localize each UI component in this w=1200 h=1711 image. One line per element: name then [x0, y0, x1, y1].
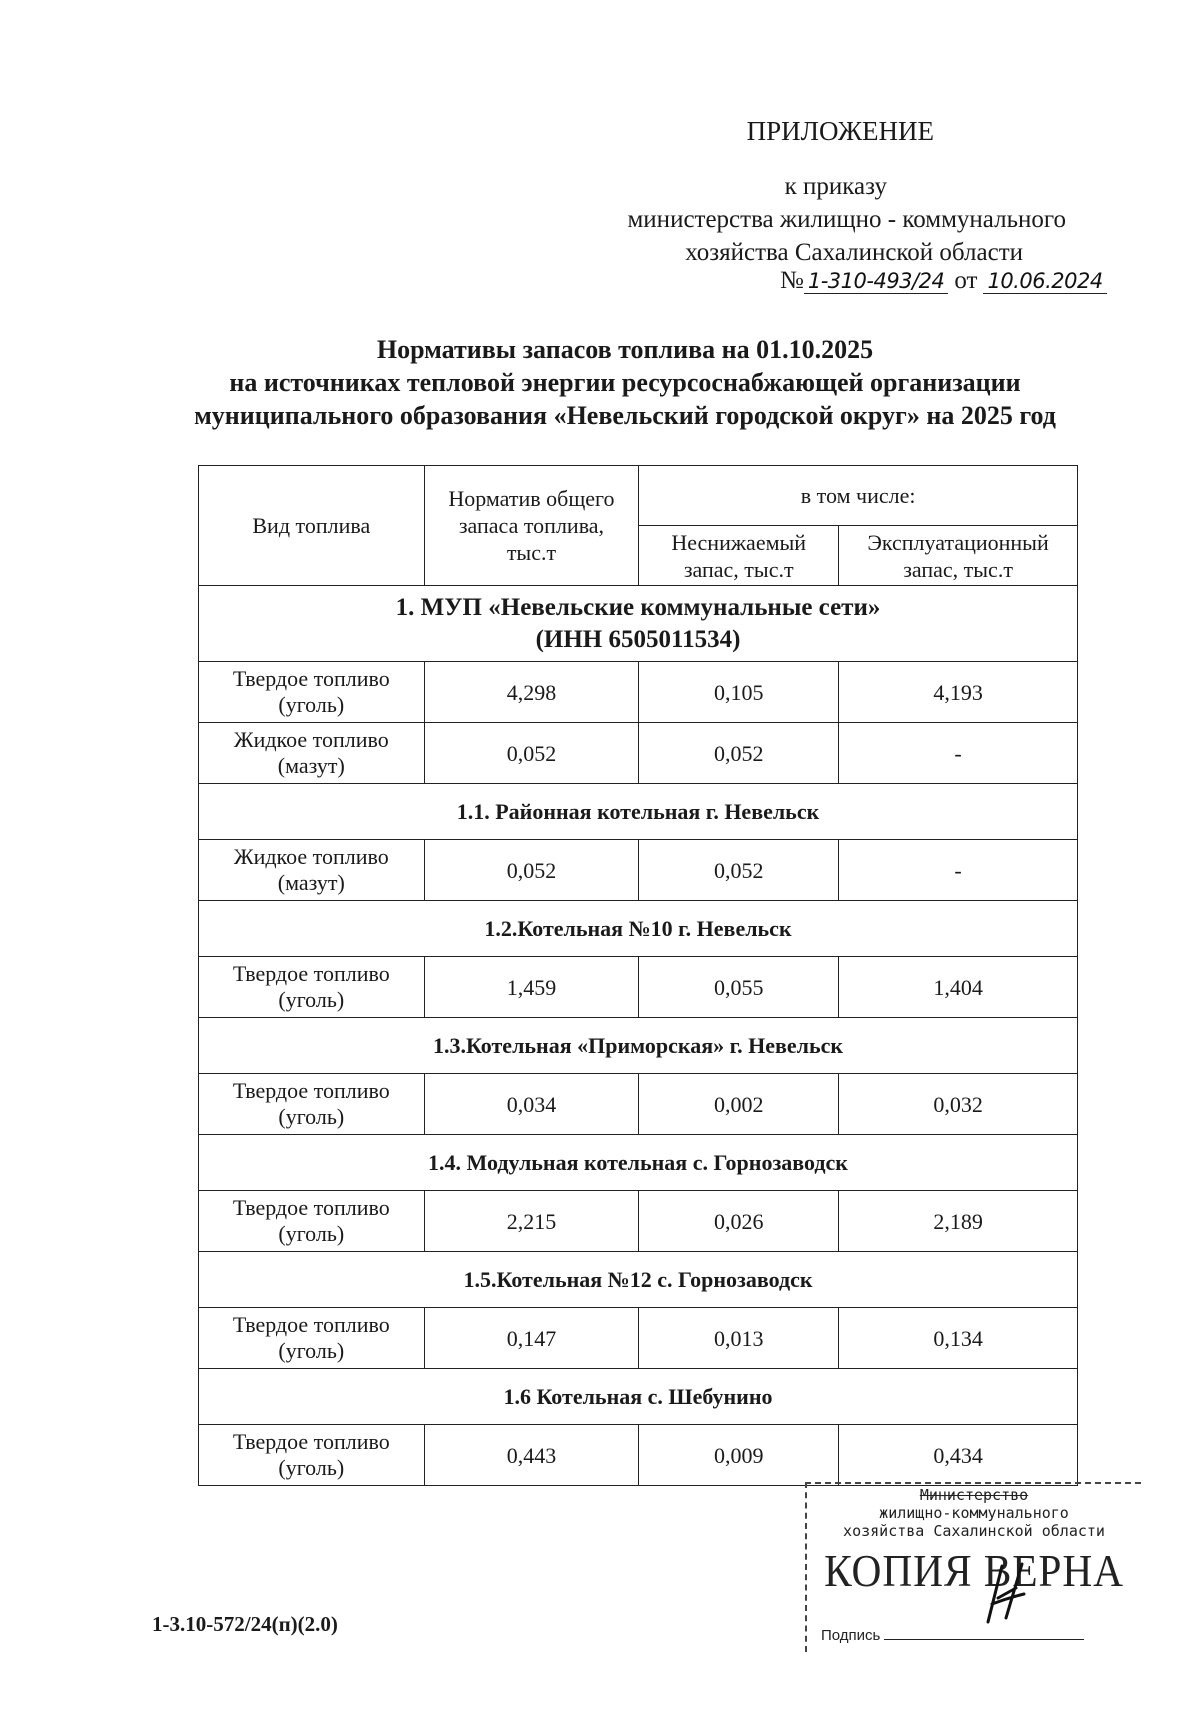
fuel-norms-table	[198, 465, 1078, 1486]
header-nonreducible	[639, 526, 839, 586]
number-sign: №	[780, 267, 804, 294]
fuel-kind: (мазут)	[277, 870, 345, 895]
nonreducible-cell: 0,026	[639, 1191, 839, 1252]
total-cell: 0,052	[424, 723, 639, 784]
total-cell: 0,147	[424, 1308, 639, 1369]
stamp-region: хозяйства Сахалинской области	[843, 1522, 1105, 1540]
appendix-heading: ПРИЛОЖЕНИЕ	[746, 116, 934, 146]
nonreducible-cell: 0,013	[639, 1308, 839, 1369]
fuel-name: Твердое топливо	[232, 1429, 390, 1454]
operational-cell: -	[839, 840, 1078, 901]
fuel-type-cell	[199, 1191, 425, 1252]
fuel-name: Твердое топливо	[232, 1078, 390, 1103]
operational-cell: 0,434	[839, 1425, 1078, 1486]
section-title: 1.6 Котельная с. Шебунино	[199, 1369, 1078, 1425]
operational-cell: 0,032	[839, 1074, 1078, 1135]
fuel-kind: (мазут)	[277, 753, 345, 778]
fuel-type-cell	[199, 723, 425, 784]
title-line: на источниках тепловой энергии ресурсоснабжающей организации	[229, 368, 1021, 397]
header-text: Норматив общего	[448, 486, 615, 511]
operational-cell: 0,134	[839, 1308, 1078, 1369]
fuel-name: Жидкое топливо	[233, 727, 389, 752]
organization-inn: (ИНН 6505011534)	[535, 625, 741, 653]
fuel-name: Твердое топливо	[232, 666, 390, 691]
operational-cell: 2,189	[839, 1191, 1078, 1252]
total-cell: 0,052	[424, 840, 639, 901]
operational-cell: 4,193	[839, 662, 1078, 723]
operational-cell: -	[839, 723, 1078, 784]
header-text: тыс.т	[506, 540, 557, 565]
nonreducible-cell: 0,009	[639, 1425, 839, 1486]
to-order-line: к приказу	[784, 173, 887, 200]
nonreducible-cell: 0,052	[639, 840, 839, 901]
header-including: в том числе:	[639, 466, 1078, 526]
fuel-kind: (уголь)	[278, 1221, 345, 1246]
stamp-copy-text: КОПИЯ ВЕРНА	[824, 1545, 1124, 1596]
section-row	[199, 901, 1078, 957]
organization-row	[199, 586, 1078, 662]
signature-line	[884, 1639, 1084, 1640]
section-title: 1.1. Районная котельная г. Невельск	[199, 784, 1078, 840]
fuel-kind: (уголь)	[278, 692, 345, 717]
fuel-type-cell	[199, 1074, 425, 1135]
fuel-kind: (уголь)	[278, 1455, 345, 1480]
from-label: от	[954, 267, 978, 294]
nonreducible-cell: 0,002	[639, 1074, 839, 1135]
total-cell: 0,443	[424, 1425, 639, 1486]
order-date: 10.06.2024	[983, 269, 1106, 294]
certified-copy-stamp	[805, 1482, 1141, 1652]
fuel-kind: (уголь)	[278, 1338, 345, 1363]
fuel-type-cell	[199, 662, 425, 723]
fuel-name: Твердое топливо	[232, 1312, 390, 1337]
stamp-department: жилищно-коммунального	[879, 1504, 1069, 1522]
order-number: 1-310-493/24	[804, 269, 948, 294]
nonreducible-cell: 0,052	[639, 723, 839, 784]
table-row	[199, 723, 1078, 784]
table-row	[199, 840, 1078, 901]
table-row	[199, 1425, 1078, 1486]
header-text: запас, тыс.т	[903, 556, 1013, 582]
nonreducible-cell: 0,055	[639, 957, 839, 1018]
order-reference	[580, 170, 1080, 269]
fuel-type-cell	[199, 1425, 425, 1486]
organization-name	[199, 586, 1078, 662]
table-header-row	[199, 466, 1078, 526]
fuel-kind: (уголь)	[278, 1104, 345, 1129]
document-code: 1-3.10-572/24(п)(2.0)	[152, 1612, 338, 1636]
stamp-ministry: Министерство	[919, 1486, 1029, 1504]
total-cell: 1,459	[424, 957, 639, 1018]
section-row	[199, 1135, 1078, 1191]
section-title: 1.3.Котельная «Приморская» г. Невельск	[199, 1018, 1078, 1074]
total-cell: 4,298	[424, 662, 639, 723]
fuel-kind: (уголь)	[278, 987, 345, 1012]
title-line: муниципального образования «Невельский городской округ» на 2025 год	[194, 401, 1056, 430]
section-title: 1.4. Модульная котельная с. Горнозаводск	[199, 1135, 1078, 1191]
header-total-reserve	[424, 466, 639, 586]
title-line: Нормативы запасов топлива на 01.10.2025	[376, 335, 874, 364]
header-text: запаса топлива,	[458, 513, 605, 538]
nonreducible-cell: 0,105	[639, 662, 839, 723]
fuel-type-cell	[199, 1308, 425, 1369]
section-title: 1.5.Котельная №12 с. Горнозаводск	[199, 1252, 1078, 1308]
header-fuel-type: Вид топлива	[199, 466, 425, 586]
table-row	[199, 1308, 1078, 1369]
fuel-name: Твердое топливо	[232, 961, 390, 986]
header-text: Эксплуатационный	[867, 529, 1049, 555]
region-line: хозяйства Сахалинской области	[685, 239, 1023, 266]
table-row	[199, 957, 1078, 1018]
table-row	[199, 1191, 1078, 1252]
order-number-line	[780, 267, 1107, 295]
total-cell: 2,215	[424, 1191, 639, 1252]
section-title: 1.2.Котельная №10 г. Невельск	[199, 901, 1078, 957]
table-row	[199, 1074, 1078, 1135]
section-row	[199, 1018, 1078, 1074]
document-title	[150, 333, 1100, 432]
ministry-line: министерства жилищно - коммунального	[627, 206, 1066, 233]
section-row	[199, 1252, 1078, 1308]
header-text: Неснижаемый	[671, 529, 807, 555]
organization-title: 1. МУП «Невельские коммунальные сети»	[395, 593, 881, 621]
operational-cell: 1,404	[839, 957, 1078, 1018]
fuel-name: Твердое топливо	[232, 1195, 390, 1220]
fuel-name: Жидкое топливо	[233, 844, 389, 869]
stamp-signature-field	[821, 1627, 1121, 1644]
fuel-type-cell	[199, 840, 425, 901]
header-operational	[839, 526, 1078, 586]
header-text: запас, тыс.т	[683, 556, 794, 582]
total-cell: 0,034	[424, 1074, 639, 1135]
table-row	[199, 662, 1078, 723]
fuel-type-cell	[199, 957, 425, 1018]
section-row	[199, 1369, 1078, 1425]
section-row	[199, 784, 1078, 840]
handwritten-signature	[982, 1558, 1032, 1628]
signature-label: Подпись	[821, 1627, 881, 1644]
